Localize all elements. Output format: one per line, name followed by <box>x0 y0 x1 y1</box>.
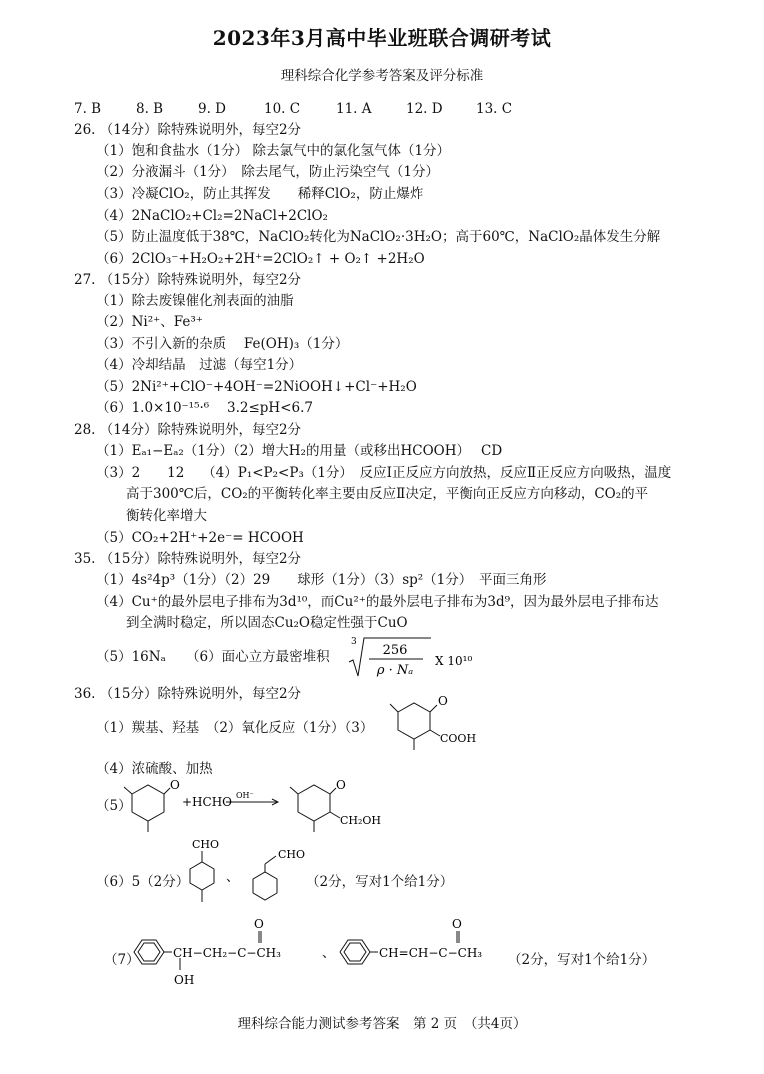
root-index: 3 <box>351 637 357 647</box>
formula-tail: X 10¹⁰ <box>435 654 473 668</box>
q28-answer-3-line3: 衡转化率增大 <box>126 508 207 524</box>
q27-answer-2: （2）Ni²⁺、Fe³⁺ <box>96 314 203 330</box>
q26-answer-5: （5）防止温度低于38℃，NaClO₂转化为NaClO₂·3H₂O；高于60℃，NaClO₂晶体发生分解 <box>96 229 661 245</box>
mc-answer: 13. C <box>476 101 513 117</box>
mc-answer: 7. B <box>74 101 102 117</box>
mc-answers <box>74 100 512 118</box>
q27-header: 27. （15分）除特殊说明外，每空2分 <box>74 272 302 288</box>
separator: 、 <box>226 870 240 885</box>
q36-answer-7-label: （7） <box>104 952 140 968</box>
q35-answer-4-line1: （4）Cu⁺的最外层电子排布为3d¹⁰，而Cu²⁺的最外层电子排布为3d⁹，因为最外层电子排布达 <box>96 594 659 610</box>
ketone-o-2: O <box>452 917 462 931</box>
cooh-label: COOH <box>440 732 477 745</box>
hcho-label: +HCHO <box>182 795 233 809</box>
q28-answer-1: （1）Eₐ₁−Eₐ₂（1分）（2）增大H₂的用量（或移出HCOOH） CD <box>96 443 503 459</box>
q36-answer-6-label: （6）5（2分） <box>96 874 190 890</box>
q35-header: 35. （15分）除特殊说明外，每空2分 <box>74 551 302 567</box>
q26-header: 26. （14分）除特殊说明外，每空2分 <box>74 122 302 138</box>
q35-answer-4-line2: 到全满时稳定，所以固态Cu₂O稳定性强于CuO <box>126 615 408 631</box>
q28-answer-3-line1: （3）2 12 （4）P₁<P₂<P₃（1分） 反应Ⅰ正反应方向放热，反应Ⅱ正反应方向吸热，温度 <box>96 465 672 481</box>
formula-denominator: ρ · Nₐ <box>376 663 414 678</box>
ch2oh-label: CH₂OH <box>340 814 382 827</box>
q27-answer-3: （3）不引入新的杂质 Fe(OH)₃（1分） <box>96 336 349 352</box>
q27-answer-6: （6）1.0×10⁻¹⁵·⁶ 3.2≤pH<6.7 <box>96 400 313 416</box>
q36-answer-7-note: （2分，写对1个给1分） <box>508 952 656 968</box>
separator-7: 、 <box>322 946 336 961</box>
q26-answer-3: （3）冷凝ClO₂，防止其挥发 稀释ClO₂，防止爆炸 <box>96 186 424 202</box>
cho-2: CHO <box>278 848 306 861</box>
q35-answer-5: （5）16Nₐ （6）面心立方最密堆积 <box>96 649 330 665</box>
carbonyl-o: O <box>438 694 448 708</box>
q26-answer-1: （1）饱和食盐水（1分） 除去氯气中的氯化氢气体（1分） <box>96 143 451 159</box>
subtitle: 理科综合化学参考答案及评分标准 <box>280 68 484 84</box>
ketone-o-1: O <box>254 917 264 931</box>
mc-answer: 10. C <box>264 101 301 117</box>
hydroxyl-label: OH <box>174 973 195 987</box>
page-title: 2023年3月高中毕业班联合调研考试 <box>212 26 552 50</box>
q36-answer-1: （1）羰基、羟基 （2）氧化反应（1分）（3） <box>96 720 374 736</box>
density-formula <box>345 632 475 680</box>
q27-answer-1: （1）除去废镍催化剂表面的油脂 <box>96 293 294 309</box>
q28-answer-3-line2: 高于300℃后，CO₂的平衡转化率主要由反应Ⅱ决定，平衡向正反应方向移动，CO₂的平 <box>126 486 649 502</box>
q27-answer-4: （4）冷却结晶 过滤（每空1分） <box>96 357 303 373</box>
cho-1: CHO <box>192 838 220 851</box>
mc-answer: 12. D <box>406 101 443 117</box>
chain-2: CH=CH−C−CH₃ <box>379 946 483 960</box>
page-footer: 理科综合能力测试参考答案 第 2 页 （共4页） <box>237 1016 527 1032</box>
mc-answer: 11. A <box>336 101 372 117</box>
structures-7 <box>128 912 508 992</box>
q36-answer-6-note: （2分，写对1个给1分） <box>306 874 454 890</box>
q27-answer-5: （5）2Ni²⁺+ClO⁻+4OH⁻=2NiOOH↓+Cl⁻+H₂O <box>96 379 417 395</box>
chain-1: CH−CH₂−C−CH₃ <box>173 946 281 960</box>
mc-answer: 8. B <box>136 101 164 117</box>
q26-answer-4: （4）2NaClO₂+Cl₂=2NaCl+2ClO₂ <box>96 208 328 224</box>
structure-3 <box>380 690 480 760</box>
q36-answer-5-label: （5） <box>96 798 132 814</box>
q36-answer-4: （4）浓硫酸、加热 <box>96 761 213 777</box>
q28-header: 28. （14分）除特殊说明外，每空2分 <box>74 422 302 438</box>
q26-answer-6: （6）2ClO₃⁻+H₂O₂+2H⁺=2ClO₂↑ + O₂↑ +2H₂O <box>96 251 425 267</box>
q36-header: 36. （15分）除特殊说明外，每空2分 <box>74 686 302 702</box>
q35-answer-1: （1）4s²4p³（1分）（2）29 球形（1分）（3）sp²（1分） 平面三角形 <box>96 572 547 588</box>
q28-answer-5: （5）CO₂+2H⁺+2e⁻= HCOOH <box>96 530 304 546</box>
reactant-o: O <box>170 778 180 792</box>
q26-answer-2: （2）分液漏斗（1分） 除去尾气，防止污染空气（1分） <box>96 164 440 180</box>
reaction-5 <box>118 778 398 838</box>
reaction-condition: OH⁻ <box>236 791 254 800</box>
mc-answer: 9. D <box>198 101 226 117</box>
formula-numerator: 256 <box>382 643 408 658</box>
structures-6 <box>176 836 306 916</box>
product-o: O <box>336 778 346 792</box>
